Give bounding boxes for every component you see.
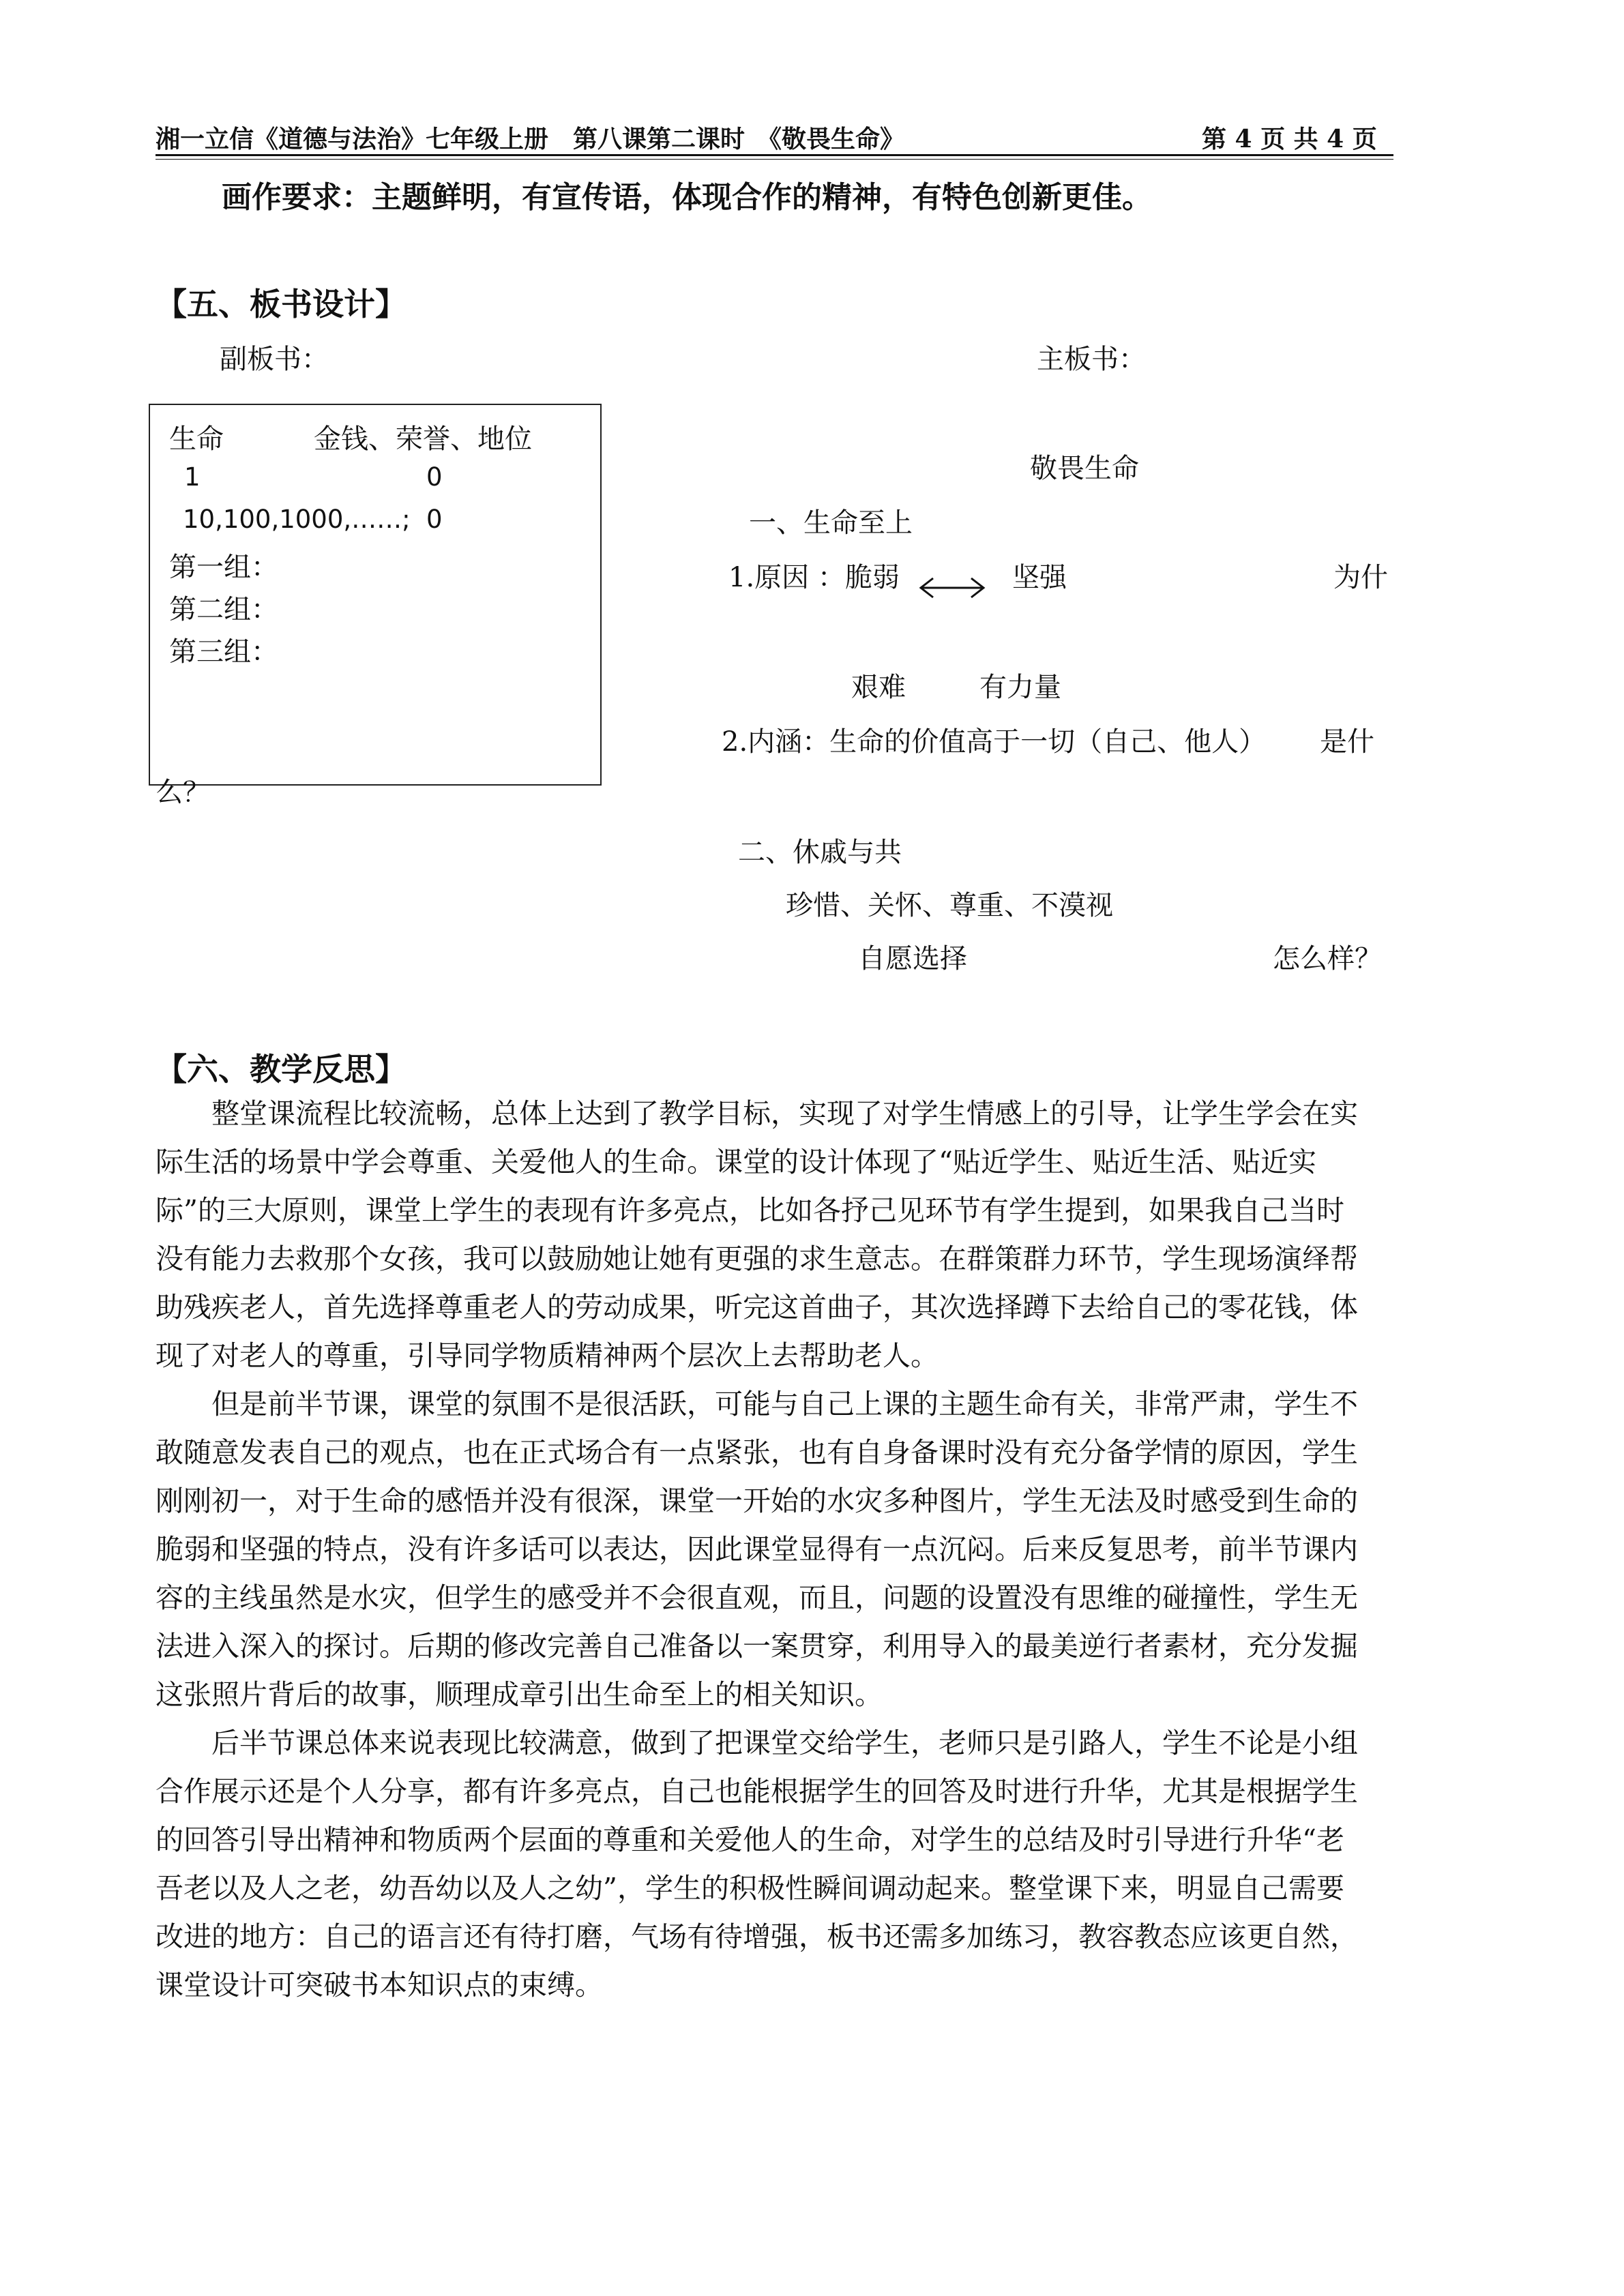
section-5-title: 【五、板书设计】 xyxy=(156,286,407,323)
side-board-group-1: 第一组： xyxy=(169,552,278,583)
main-board-choice: 自愿选择 xyxy=(858,943,967,974)
paragraph-line: 现了对老人的尊重，引导同学物质精神两个层次上去帮助老人。 xyxy=(156,1339,939,1372)
paragraph-line: 但是前半节课，课堂的氛围不是很活跃，可能与自己上课的主题生命有关，非常严肃，学生不 xyxy=(156,1388,1358,1420)
main-board-how: 怎么样？ xyxy=(1273,943,1382,974)
paragraph-line: 这张照片背后的故事，顺理成章引出生命至上的相关知识。 xyxy=(156,1678,883,1711)
paragraph-line: 的回答引导出精神和物质两个层面的尊重和关爱他人的生命，对学生的总结及时引导进行升华“老 xyxy=(156,1823,1344,1856)
paragraph-line: 课堂设计可突破书本知识点的束缚。 xyxy=(156,1969,603,2001)
paragraph-line: 刚刚初一，对于生命的感悟并没有很深，课堂一开始的水灾多种图片，学生无法及时感受到生命的 xyxy=(156,1485,1358,1517)
main-board-label: 主板书： xyxy=(1037,344,1146,375)
header-rule-thin xyxy=(156,159,1393,160)
side-board-life: 生命 xyxy=(169,423,224,455)
drawing-requirement: 画作要求：主题鲜明，有宣传语，体现合作的精神，有特色创新更佳。 xyxy=(222,180,1152,215)
reflection-paragraph-1 xyxy=(156,1090,1390,1380)
side-board-zero-2: 0 xyxy=(426,505,443,534)
reflection-paragraph-3 xyxy=(156,1719,1390,2010)
main-board-meaning: 2.内涵：生命的价值高于一切（自己、他人） xyxy=(722,726,1267,758)
main-board-difficult: 艰难 xyxy=(851,672,906,703)
side-board-label: 副板书： xyxy=(220,344,329,375)
main-board-power: 有力量 xyxy=(979,672,1061,703)
main-board-part-2: 二、休戚与共 xyxy=(738,837,902,868)
paragraph-line: 后半节课总体来说表现比较满意，做到了把课堂交给学生，老师只是引路人，学生不论是小组 xyxy=(156,1727,1358,1759)
section-6-title: 【六、教学反思】 xyxy=(156,1051,407,1088)
paragraph-line: 敢随意发表自己的观点，也在正式场合有一点紧张，也有自身备课时没有充分备学情的原因，学生 xyxy=(156,1436,1358,1469)
side-board-group-2: 第二组： xyxy=(169,594,278,625)
paragraph-line: 容的主线虽然是水灾，但学生的感受并不会很直观，而且，问题的设置没有思维的碰撞性，学生无 xyxy=(156,1581,1358,1614)
side-board-zero-1: 0 xyxy=(426,462,443,492)
side-board-wealth: 金钱、荣誉、地位 xyxy=(314,423,532,455)
paragraph-line: 合作展示还是个人分享，都有许多亮点，自己也能根据学生的回答及时进行升华，尤其是根据学生 xyxy=(156,1775,1358,1808)
main-board-overflow: 么？ xyxy=(156,777,210,808)
paragraph-line: 脆弱和坚强的特点，没有许多话可以表达，因此课堂显得有一点沉闷。后来反复思考，前半节课内 xyxy=(156,1533,1358,1566)
paragraph-line: 助残疾老人，首先选择尊重老人的劳动成果，听完这首曲子，其次选择蹲下去给自己的零花钱，体 xyxy=(156,1291,1358,1324)
side-board-group-3: 第三组： xyxy=(169,636,278,668)
page-header-title: 湘一立信《道德与法治》七年级上册 第八课第二课时 《敬畏生命》 xyxy=(156,125,905,153)
paragraph-line: 改进的地方：自己的语言还有待打磨，气场有待增强，板书还需多加练习，教容教态应该更自然， xyxy=(156,1920,1358,1953)
side-board-sequence: 10,100,1000,……; xyxy=(183,505,411,534)
paragraph-line: 整堂课流程比较流畅，总体上达到了教学目标，实现了对学生情感上的引导，让学生学会在实 xyxy=(156,1097,1358,1130)
main-board-why: 为什 xyxy=(1333,562,1388,593)
main-board-reason: 1.原因 ：脆弱 xyxy=(728,562,900,593)
main-board-part-1: 一、生命至上 xyxy=(749,507,913,539)
double-arrow-icon xyxy=(917,573,988,603)
main-board-actions: 珍惜、关怀、尊重、不漠视 xyxy=(786,890,1113,921)
main-board-title: 敬畏生命 xyxy=(1030,453,1139,484)
page-number: 第 4 页 共 4 页 xyxy=(1202,125,1377,153)
header-rule xyxy=(156,154,1393,156)
reflection-paragraph-2 xyxy=(156,1380,1390,1719)
paragraph-line: 际生活的场景中学会尊重、关爱他人的生命。课堂的设计体现了“贴近学生、贴近生活、贴近实 xyxy=(156,1146,1316,1178)
main-board-strong: 坚强 xyxy=(1012,562,1067,593)
paragraph-line: 际”的三大原则，课堂上学生的表现有许多亮点，比如各抒己见环节有学生提到，如果我自己当时 xyxy=(156,1194,1344,1227)
paragraph-line: 吾老以及人之老，幼吾幼以及人之幼”，学生的积极性瞬间调动起来。整堂课下来，明显自己需要 xyxy=(156,1872,1344,1905)
paragraph-line: 法进入深入的探讨。后期的修改完善自己准备以一案贯穿，利用导入的最美逆行者素材，充分发掘 xyxy=(156,1630,1358,1663)
paragraph-line: 没有能力去救那个女孩，我可以鼓励她让她有更强的求生意志。在群策群力环节，学生现场演绎帮 xyxy=(156,1242,1358,1275)
main-board-what: 是什 xyxy=(1320,726,1374,758)
side-board-one: 1 xyxy=(184,462,201,492)
